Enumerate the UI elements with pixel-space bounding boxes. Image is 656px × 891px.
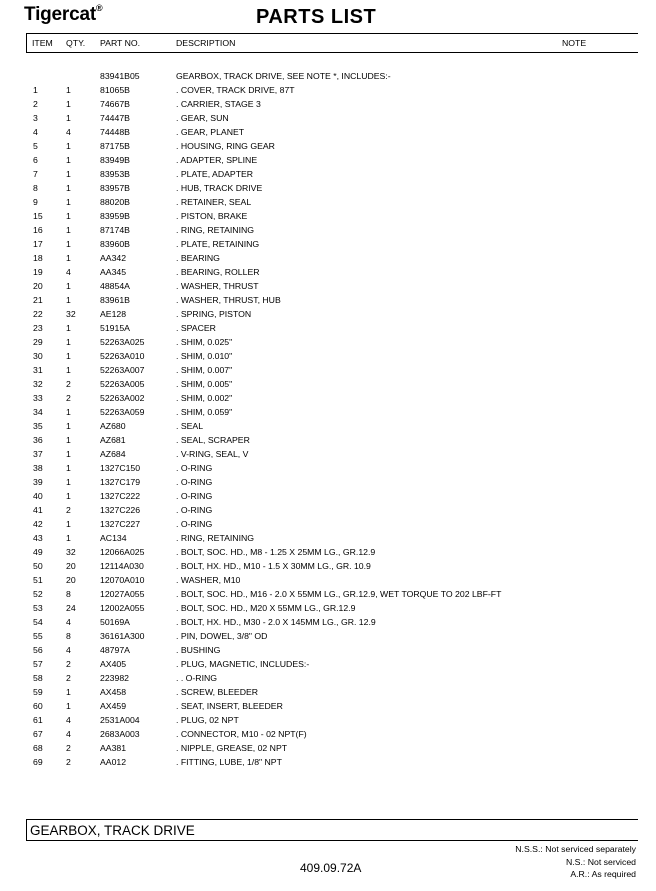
part-number-cell: 83961B [100,295,130,305]
description-cell: . COVER, TRACK DRIVE, 87T [176,85,295,95]
item-cell: 16 [33,225,43,235]
description-cell: . SEAL [176,421,204,431]
qty-cell: 1 [66,477,71,487]
description-cell: . HUB, TRACK DRIVE [176,183,263,193]
part-number-cell: 1327C222 [100,491,141,501]
part-number-cell: 83959B [100,211,130,221]
item-cell: 5 [33,141,38,151]
description-cell: . HOUSING, RING GEAR [176,141,275,151]
qty-cell: 1 [66,295,71,305]
item-cell: 18 [33,253,43,263]
item-cell: 39 [33,477,43,487]
qty-cell: 2 [66,673,71,683]
abbreviation-legend [515,843,636,881]
table-row [0,391,656,405]
item-cell: 20 [33,281,43,291]
description-cell: . CARRIER, STAGE 3 [176,99,261,109]
registered-mark: ® [95,2,103,13]
qty-cell: 20 [66,575,76,585]
description-cell: . PIN, DOWEL, 3/8" OD [176,631,268,641]
part-number-cell: 223982 [100,673,129,683]
brand-name: Tigercat [24,4,96,25]
qty-cell: 1 [66,183,71,193]
description-cell: . SHIM, 0.002" [176,393,233,403]
part-number-cell: AX458 [100,687,127,697]
qty-cell: 4 [66,715,71,725]
description-cell: . PLATE, RETAINING [176,239,260,249]
description-cell: . SHIM, 0.005" [176,379,233,389]
item-cell: 61 [33,715,43,725]
part-number-cell: 83957B [100,183,130,193]
table-row [0,433,656,447]
description-cell: . SCREW, BLEEDER [176,687,259,697]
part-number-cell: 36161A300 [100,631,145,641]
qty-cell: 2 [66,379,71,389]
part-number-cell: 52263A002 [100,393,145,403]
part-number-cell: AA342 [100,253,127,263]
table-row [0,475,656,489]
table-row [0,643,656,657]
qty-cell: 2 [66,743,71,753]
table-row [0,545,656,559]
part-number-cell: 2531A004 [100,715,140,725]
description-cell: . SEAT, INSERT, BLEEDER [176,701,283,711]
description-cell: . WASHER, THRUST [176,281,259,291]
legend-line-nss: N.S.S.: Not serviced separately [515,844,636,854]
item-cell: 4 [33,127,38,137]
column-header-item: ITEM [32,38,53,48]
table-row [0,181,656,195]
item-cell: 9 [33,197,38,207]
table-row [0,265,656,279]
item-cell: 34 [33,407,43,417]
item-cell: 54 [33,617,43,627]
part-number-cell: 1327C227 [100,519,141,529]
qty-cell: 20 [66,561,76,571]
part-number-cell: 74448B [100,127,130,137]
table-row [0,139,656,153]
qty-cell: 1 [66,449,71,459]
qty-cell: 4 [66,267,71,277]
description-cell: . O-RING [176,491,213,501]
qty-cell: 1 [66,351,71,361]
part-number-cell: 74667B [100,99,130,109]
part-number-cell: AA345 [100,267,127,277]
description-cell: . SHIM, 0.059" [176,407,233,417]
part-number-cell: AA012 [100,757,127,767]
column-header-part-no: PART NO. [100,38,141,48]
qty-cell: 1 [66,85,71,95]
description-cell: . ADAPTER, SPLINE [176,155,258,165]
footer-title-box [26,819,638,841]
qty-cell: 1 [66,533,71,543]
item-cell: 68 [33,743,43,753]
qty-cell: 1 [66,253,71,263]
page-title: PARTS LIST [256,6,377,28]
table-row [0,699,656,713]
item-cell: 36 [33,435,43,445]
item-cell: 60 [33,701,43,711]
description-cell: . WASHER, THRUST, HUB [176,295,281,305]
description-cell: . SPRING, PISTON [176,309,252,319]
table-row [0,125,656,139]
part-number-cell: 88020B [100,197,130,207]
part-number-cell: 83949B [100,155,130,165]
table-row [0,335,656,349]
qty-cell: 2 [66,659,71,669]
part-number-cell: 48854A [100,281,130,291]
table-row [0,685,656,699]
item-cell: 15 [33,211,43,221]
part-number-cell: 52263A005 [100,379,145,389]
table-row [0,419,656,433]
table-row [0,447,656,461]
description-cell: . SPACER [176,323,216,333]
part-number-cell: AZ680 [100,421,126,431]
table-row [0,741,656,755]
description-cell: . BOLT, SOC. HD., M16 - 2.0 X 55MM LG., GR.12.9, WET TORQUE TO 202 LBF-FT [176,589,502,599]
part-number-cell: 1327C179 [100,477,141,487]
item-cell: 6 [33,155,38,165]
part-number-cell: 48797A [100,645,130,655]
table-row [0,279,656,293]
description-cell: . NIPPLE, GREASE, 02 NPT [176,743,288,753]
table-row [0,153,656,167]
qty-cell: 1 [66,421,71,431]
description-cell: . BEARING, ROLLER [176,267,260,277]
table-row [0,601,656,615]
table-row [0,629,656,643]
part-number-cell: 51915A [100,323,130,333]
part-number-cell: 2683A003 [100,729,140,739]
description-cell: . PLUG, MAGNETIC, INCLUDES:- [176,659,310,669]
description-cell: . SHIM, 0.007" [176,365,233,375]
part-number-cell: 83941B05 [100,71,140,81]
item-cell: 55 [33,631,43,641]
legend-line-ns: N.S.: Not serviced [565,856,636,867]
description-cell: . RING, RETAINING [176,533,255,543]
table-row [0,517,656,531]
description-cell: . BOLT, SOC. HD., M8 - 1.25 X 25MM LG., GR.12.9 [176,547,376,557]
part-number-cell: 52263A007 [100,365,145,375]
part-number-cell: 12002A055 [100,603,145,613]
description-cell: . BOLT, HX. HD., M10 - 1.5 X 30MM LG., GR. 10.9 [176,561,371,571]
qty-cell: 1 [66,99,71,109]
description-cell: . WASHER, M10 [176,575,241,585]
description-cell: . GEAR, PLANET [176,127,245,137]
item-cell: 7 [33,169,38,179]
part-number-cell: 12027A055 [100,589,145,599]
document-number: 409.09.72A [300,861,362,875]
part-number-cell: 1327C150 [100,463,141,473]
qty-cell: 2 [66,757,71,767]
item-cell: 35 [33,421,43,431]
part-number-cell: 74447B [100,113,130,123]
table-row [0,97,656,111]
table-row [0,489,656,503]
description-cell: . RING, RETAINING [176,225,255,235]
item-cell: 33 [33,393,43,403]
item-cell: 8 [33,183,38,193]
table-row [0,195,656,209]
part-number-cell: AZ684 [100,449,126,459]
description-cell: GEARBOX, TRACK DRIVE, SEE NOTE *, INCLUDES:- [176,71,391,81]
qty-cell: 1 [66,197,71,207]
table-row [0,377,656,391]
table-row [0,461,656,475]
qty-cell: 1 [66,491,71,501]
description-cell: . SHIM, 0.025" [176,337,233,347]
part-number-cell: 1327C226 [100,505,141,515]
table-row [0,321,656,335]
part-number-cell: 83960B [100,239,130,249]
table-row [0,727,656,741]
part-number-cell: AA381 [100,743,127,753]
table-row [0,349,656,363]
part-number-cell: 12066A025 [100,547,145,557]
table-header [26,33,638,53]
item-cell: 57 [33,659,43,669]
qty-cell: 1 [66,519,71,529]
qty-cell: 1 [66,323,71,333]
part-number-cell: 52263A025 [100,337,145,347]
table-row [0,615,656,629]
item-cell: 40 [33,491,43,501]
item-cell: 51 [33,575,43,585]
qty-cell: 1 [66,141,71,151]
qty-cell: 32 [66,547,76,557]
brand-logo [24,4,102,26]
part-number-cell: AC134 [100,533,127,543]
table-row [0,223,656,237]
qty-cell: 4 [66,127,71,137]
table-row [0,503,656,517]
table-row [0,209,656,223]
qty-cell: 8 [66,589,71,599]
table-row [0,755,656,769]
item-cell: 43 [33,533,43,543]
item-cell: 49 [33,547,43,557]
table-row [0,587,656,601]
qty-cell: 1 [66,435,71,445]
description-cell: . BOLT, SOC. HD., M20 X 55MM LG., GR.12.9 [176,603,356,613]
qty-cell: 1 [66,281,71,291]
table-row [0,251,656,265]
table-row [0,307,656,321]
qty-cell: 8 [66,631,71,641]
table-row [0,713,656,727]
part-number-cell: 83953B [100,169,130,179]
item-cell: 69 [33,757,43,767]
item-cell: 3 [33,113,38,123]
description-cell: . SHIM, 0.010" [176,351,233,361]
item-cell: 42 [33,519,43,529]
part-number-cell: 87174B [100,225,130,235]
item-cell: 1 [33,85,38,95]
table-row [0,405,656,419]
table-row [0,237,656,251]
part-number-cell: 52263A010 [100,351,145,361]
qty-cell: 2 [66,505,71,515]
description-cell: . CONNECTOR, M10 - 02 NPT(F) [176,729,307,739]
part-number-cell: 50169A [100,617,130,627]
qty-cell: 4 [66,729,71,739]
table-row [0,559,656,573]
table-row [0,69,656,83]
item-cell: 23 [33,323,43,333]
description-cell: . RETAINER, SEAL [176,197,252,207]
item-cell: 19 [33,267,43,277]
section-title: GEARBOX, TRACK DRIVE [30,823,195,838]
qty-cell: 1 [66,211,71,221]
description-cell: . O-RING [176,505,213,515]
qty-cell: 1 [66,155,71,165]
part-number-cell: AX459 [100,701,127,711]
description-cell: . BOLT, HX. HD., M30 - 2.0 X 145MM LG., GR. 12.9 [176,617,376,627]
description-cell: . FITTING, LUBE, 1/8" NPT [176,757,282,767]
description-cell: . O-RING [176,477,213,487]
description-cell: . O-RING [176,463,213,473]
item-cell: 38 [33,463,43,473]
part-number-cell: 52263A059 [100,407,145,417]
part-number-cell: AE128 [100,309,127,319]
item-cell: 17 [33,239,43,249]
qty-cell: 4 [66,617,71,627]
qty-cell: 2 [66,393,71,403]
table-row [0,671,656,685]
table-row [0,657,656,671]
item-cell: 29 [33,337,43,347]
description-cell: . V-RING, SEAL, V [176,449,249,459]
part-number-cell: 81065B [100,85,130,95]
item-cell: 22 [33,309,43,319]
legend-line-ar: A.R.: As required [570,869,636,879]
part-number-cell: 87175B [100,141,130,151]
qty-cell: 1 [66,701,71,711]
table-row [0,363,656,377]
description-cell: . O-RING [176,519,213,529]
part-number-cell: AZ681 [100,435,126,445]
table-row [0,531,656,545]
table-row [0,83,656,97]
description-cell: . PISTON, BRAKE [176,211,248,221]
table-row [0,293,656,307]
item-cell: 67 [33,729,43,739]
part-number-cell: 12114A030 [100,561,144,571]
qty-cell: 1 [66,687,71,697]
qty-cell: 4 [66,645,71,655]
qty-cell: 1 [66,337,71,347]
qty-cell: 1 [66,113,71,123]
item-cell: 41 [33,505,43,515]
qty-cell: 32 [66,309,76,319]
qty-cell: 1 [66,365,71,375]
item-cell: 2 [33,99,38,109]
table-row [0,111,656,125]
description-cell: . GEAR, SUN [176,113,229,123]
column-header-qty: QTY. [66,38,86,48]
qty-cell: 1 [66,463,71,473]
description-cell: . BUSHING [176,645,221,655]
description-cell: . PLUG, 02 NPT [176,715,239,725]
table-row [0,167,656,181]
item-cell: 53 [33,603,43,613]
item-cell: 58 [33,673,43,683]
description-cell: . . O-RING [176,673,218,683]
item-cell: 31 [33,365,43,375]
column-header-description: DESCRIPTION [176,38,236,48]
item-cell: 30 [33,351,43,361]
qty-cell: 1 [66,225,71,235]
item-cell: 21 [33,295,43,305]
qty-cell: 1 [66,239,71,249]
item-cell: 37 [33,449,43,459]
description-cell: . BEARING [176,253,220,263]
column-header-note: NOTE [562,38,587,48]
qty-cell: 24 [66,603,76,613]
item-cell: 56 [33,645,43,655]
part-number-cell: 12070A010 [100,575,145,585]
item-cell: 59 [33,687,43,697]
table-row [0,573,656,587]
qty-cell: 1 [66,407,71,417]
item-cell: 32 [33,379,43,389]
description-cell: . SEAL, SCRAPER [176,435,250,445]
item-cell: 52 [33,589,43,599]
description-cell: . PLATE, ADAPTER [176,169,254,179]
qty-cell: 1 [66,169,71,179]
part-number-cell: AX405 [100,659,127,669]
item-cell: 50 [33,561,43,571]
